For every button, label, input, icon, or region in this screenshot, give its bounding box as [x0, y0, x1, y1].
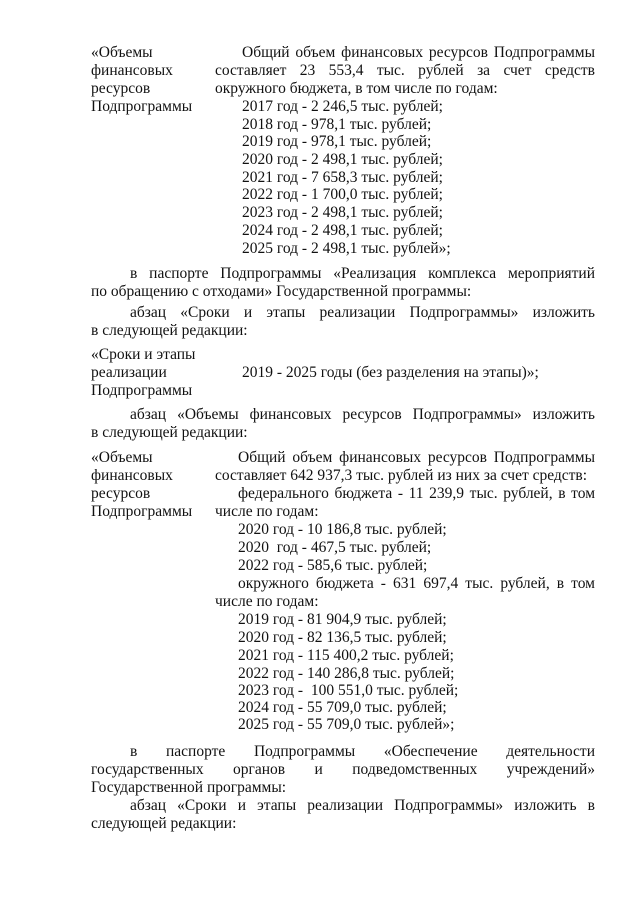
block1-year-line: 2019 год - 978,1 тыс. рублей;	[242, 133, 432, 150]
paragraph-line: Государственной программы:	[91, 779, 287, 796]
paragraph-line: государственных органов и подведомственных учреждений»	[91, 761, 595, 778]
block3-federal-year-line: 2022 год - 585,6 тыс. рублей;	[238, 557, 428, 574]
block1-year-line: 2017 год - 2 246,5 тыс. рублей;	[242, 98, 443, 115]
block1-intro-line: составляет 23 553,4 тыс. рублей за счет средств	[215, 62, 595, 79]
paragraph-line: абзац «Сроки и этапы реализации Подпрограммы» изложить	[130, 304, 595, 321]
block1-year-line: 2024 год - 2 498,1 тыс. рублей;	[242, 222, 443, 239]
paragraph-line: в паспорте Подпрограммы «Реализация комплекса мероприятий	[130, 265, 595, 282]
block3-district-year-line: 2022 год - 140 286,8 тыс. рублей;	[238, 665, 455, 682]
block3-district-year-line: 2020 год - 82 136,5 тыс. рублей;	[238, 629, 447, 646]
paragraph-line: по обращению с отходами» Государственной программы:	[91, 283, 472, 300]
block1-intro-line: Общий объем финансовых ресурсов Подпрограммы	[242, 44, 595, 61]
block2-label-line: Подпрограммы	[91, 382, 193, 399]
block3-label-line: финансовых	[91, 467, 173, 484]
block3-district-year-line: 2021 год - 115 400,2 тыс. рублей;	[238, 647, 454, 664]
block3-label-line: «Объемы	[91, 449, 153, 466]
block3-label-line: Подпрограммы	[91, 503, 193, 520]
block2-label-line: реализации	[91, 364, 167, 381]
block1-intro-line: окружного бюджета, в том числе по годам:	[215, 80, 498, 97]
block3-federal-year-line: 2020 год - 10 186,8 тыс. рублей;	[238, 521, 447, 538]
block3-intro-line: Общий объем финансовых ресурсов Подпрограммы	[238, 449, 595, 466]
block3-district-line: числе по годам:	[215, 593, 319, 610]
paragraph-line: абзац «Объемы финансовых ресурсов Подпрограммы» изложить	[130, 406, 595, 423]
block1-label-line: ресурсов	[91, 80, 151, 97]
block1-year-line: 2020 год - 2 498,1 тыс. рублей;	[242, 151, 443, 168]
paragraph-line: следующей редакции:	[91, 815, 237, 832]
paragraph-line: в следующей редакции:	[91, 424, 248, 441]
block3-district-line: окружного бюджета - 631 697,4 тыс. рублей, в том	[238, 575, 595, 592]
paragraph-line: в паспорте Подпрограммы «Обеспечение деятельности	[130, 743, 595, 760]
block1-year-line: 2021 год - 7 658,3 тыс. рублей;	[242, 169, 443, 186]
block3-district-year-line: 2023 год - 100 551,0 тыс. рублей;	[238, 682, 459, 699]
block2-value: 2019 - 2025 годы (без разделения на этапы)»;	[242, 364, 539, 381]
paragraph-line: абзац «Сроки и этапы реализации Подпрограммы» изложить в	[130, 797, 595, 814]
block1-year-line: 2018 год - 978,1 тыс. рублей;	[242, 116, 432, 133]
paragraph-line: в следующей редакции:	[91, 322, 248, 339]
block3-intro-line: составляет 642 937,3 тыс. рублей из них за счет средств:	[215, 467, 588, 484]
block1-year-line: 2025 год - 2 498,1 тыс. рублей»;	[242, 240, 451, 257]
block3-intro-line: федерального бюджета - 11 239,9 тыс. рублей, в том	[238, 485, 595, 502]
block3-district-year-line: 2019 год - 81 904,9 тыс. рублей;	[238, 611, 447, 628]
block3-district-year-line: 2025 год - 55 709,0 тыс. рублей»;	[238, 716, 455, 733]
block1-label-line: финансовых	[91, 62, 173, 79]
block3-intro-line: числе по годам:	[215, 503, 319, 520]
block2-label-line: «Сроки и этапы	[91, 346, 196, 363]
block3-district-year-line: 2024 год - 55 709,0 тыс. рублей;	[238, 699, 447, 716]
block3-federal-year-line: 2020 год - 467,5 тыс. рублей;	[238, 539, 432, 556]
block1-year-line: 2022 год - 1 700,0 тыс. рублей;	[242, 186, 443, 203]
block1-label-line: Подпрограммы	[91, 98, 193, 115]
block1-label-line: «Объемы	[91, 44, 153, 61]
block3-label-line: ресурсов	[91, 485, 151, 502]
block1-year-line: 2023 год - 2 498,1 тыс. рублей;	[242, 204, 443, 221]
